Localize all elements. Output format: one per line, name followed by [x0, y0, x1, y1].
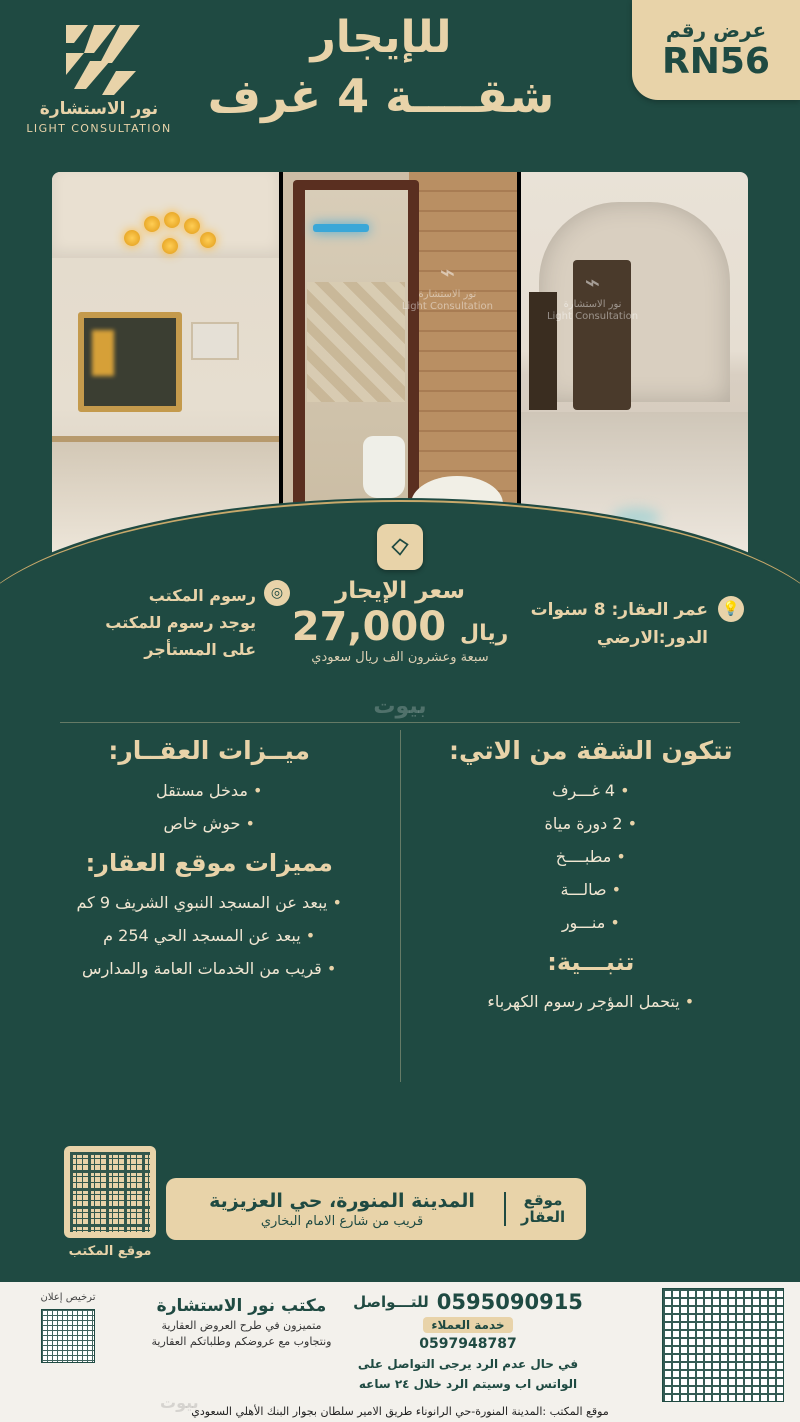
location-line-1: المدينة المنورة، حي العزيزية	[209, 1189, 475, 1212]
contact-label: للتـــواصل	[353, 1293, 429, 1311]
office-address: موقع المكتب :المدينة المنورة-حي الرانوناء طريق الامير سلطان بجوار البنك الأهلي السعودي	[191, 1405, 609, 1418]
details-columns	[40, 722, 760, 1122]
office-info	[134, 1296, 349, 1348]
contact-qr-icon[interactable]	[662, 1288, 784, 1402]
office-fees-line1: يوجد رسوم للمكتب	[105, 613, 256, 632]
footer-watermark: بيوت	[160, 1393, 199, 1412]
office-desc-1: متميزون في طرح العروض العقارية	[161, 1319, 322, 1332]
property-facts-block	[524, 600, 744, 648]
corridor-photo	[521, 172, 748, 562]
license-label: ترخيص إعلان	[40, 1292, 96, 1303]
contact-note-2: الواتس اب وسيتم الرد خلال ٢٤ ساعه	[358, 1377, 578, 1392]
living-room-photo	[52, 172, 279, 562]
list-item: • صالـــة	[422, 880, 760, 899]
office-name: مكتب نور الاستشارة	[156, 1296, 327, 1316]
license-qr-icon[interactable]	[41, 1309, 95, 1363]
list-item: • يبعد عن المسجد النبوي الشريف 9 كم	[40, 893, 378, 912]
property-floor: الدور:الارضي	[596, 628, 708, 648]
page-title	[190, 12, 572, 126]
offer-badge-code: RN56	[662, 41, 770, 83]
price-tag-icon	[377, 524, 423, 570]
features-list	[40, 781, 378, 833]
warning-title: تنبـــية:	[547, 948, 635, 976]
warning-list	[422, 992, 760, 1011]
contact-note-1: في حال عدم الرد يرجى التواصل على	[357, 1357, 579, 1371]
contact-phone-main[interactable]: 0595090915	[436, 1290, 583, 1314]
location-tag: موقع العقار	[504, 1192, 572, 1227]
money-icon: ◎	[264, 580, 290, 606]
office-desc-2: ونتجاوب مع عروضكم وطلباتكم العقارية	[151, 1335, 332, 1348]
columns-top-divider	[60, 722, 740, 723]
list-item: • 2 دورة مياة	[422, 814, 760, 833]
brand-logo	[14, 14, 184, 135]
title-line-2: شقــــة 4 غرف	[207, 69, 555, 123]
photo-watermark: ⌁ نور الاستشارة Light Consultation	[401, 258, 493, 313]
license-block	[8, 1292, 128, 1363]
composition-column	[422, 736, 760, 1025]
list-item: • مدخل مستقل	[40, 781, 378, 800]
chandelier-icon	[124, 212, 216, 256]
list-item: • مطبــــخ	[422, 847, 760, 866]
office-fees-line2: على المستأجر	[144, 640, 256, 659]
list-item: • 4 غـــرف	[422, 781, 760, 800]
features-title: ميــزات العقــار:	[108, 736, 311, 765]
composition-list	[422, 781, 760, 932]
location-text	[180, 1190, 504, 1229]
price-value: ريال 27,000	[291, 604, 509, 650]
composition-title: تتكون الشقة من الاتي:	[448, 736, 733, 765]
office-fees-block	[56, 585, 284, 659]
location-features-list	[40, 893, 378, 978]
offer-badge-label: عرض رقم	[665, 18, 767, 43]
photo-watermark: ⌁ نور الاستشارة Light Consultation	[546, 268, 639, 323]
contact-block	[318, 1290, 618, 1392]
list-item: • يتحمل المؤجر رسوم الكهرباء	[422, 992, 760, 1011]
bulb-icon: 💡	[718, 596, 744, 622]
list-item: • منـــور	[422, 913, 760, 932]
list-item: • يبعد عن المسجد الحي 254 م	[40, 926, 378, 945]
site-watermark: بيوت	[373, 694, 427, 719]
list-item: • حوش خاص	[40, 814, 378, 833]
columns-vertical-divider	[400, 730, 401, 1082]
title-line-1: للإيجار	[310, 12, 452, 63]
offer-badge	[632, 0, 800, 100]
list-item: • قريب من الخدمات العامة والمدارس	[40, 959, 378, 978]
logo-mark-icon	[14, 14, 184, 100]
price-in-words: سبعة وعشرون الف ريال سعودي	[311, 650, 489, 665]
property-age: عمر العقار: 8 سنوات	[530, 600, 708, 620]
customer-service-pill: خدمة العملاء	[423, 1317, 512, 1333]
price-currency: ريال	[460, 621, 509, 646]
location-features-title: مميزات موقع العقار:	[85, 849, 333, 877]
office-fees-title: رسوم المكتب	[148, 586, 256, 605]
logo-name-ar: نور الاستشارة	[39, 99, 159, 119]
location-bar	[166, 1178, 586, 1240]
logo-name-en: LIGHT CONSULTATION	[26, 121, 172, 135]
qr-code-icon[interactable]	[64, 1146, 156, 1238]
price-label: سعر الإيجار	[334, 578, 465, 604]
office-location-qr[interactable]	[54, 1146, 166, 1259]
location-line-2: قريب من شارع الامام البخاري	[260, 1213, 424, 1229]
office-qr-caption: موقع المكتب	[68, 1244, 152, 1259]
footer	[0, 1282, 800, 1422]
features-column	[40, 736, 378, 992]
contact-phone-alt[interactable]: 0597948787	[419, 1336, 517, 1352]
